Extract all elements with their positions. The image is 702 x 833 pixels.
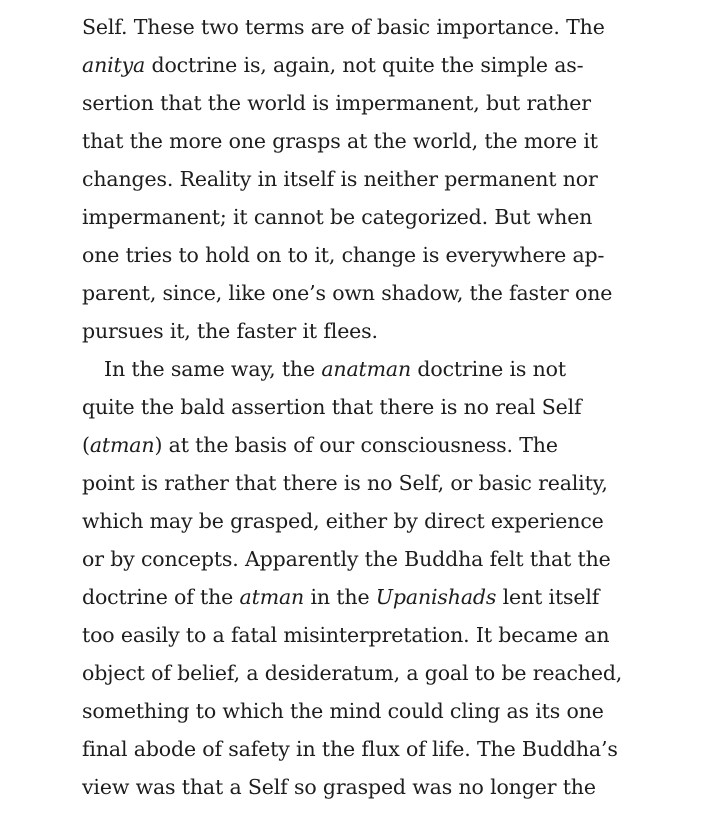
text-line-7: one tries to hold on to it, change is everywhere ap- bbox=[82, 243, 605, 267]
italic-term: anatman bbox=[321, 357, 412, 381]
text-line-4: that the more one grasps at the world, the more it bbox=[82, 129, 598, 153]
text-line-1: Self. These two terms are of basic importance. The bbox=[82, 15, 605, 39]
text-line-21: view was that a Self so grasped was no longer the bbox=[82, 775, 596, 799]
text-line-12: (atman) at the basis of our consciousness. The bbox=[82, 433, 558, 457]
italic-term: atman bbox=[89, 433, 155, 457]
text-line-14: which may be grasped, either by direct experience bbox=[82, 509, 604, 533]
text-line-16: doctrine of the atman in the Upanishads lent itself bbox=[82, 585, 600, 609]
text-line-15: or by concepts. Apparently the Buddha felt that the bbox=[82, 547, 611, 571]
text-line-13: point is rather that there is no Self, or basic reality, bbox=[82, 471, 608, 495]
text-line-20: final abode of safety in the flux of life. The Buddha’s bbox=[82, 737, 618, 761]
text-line-10: In the same way, the anatman doctrine is not bbox=[104, 357, 566, 381]
text-line-5: changes. Reality in itself is neither permanent nor bbox=[82, 167, 598, 191]
text-line-9: pursues it, the faster it flees. bbox=[82, 319, 378, 343]
italic-term: atman bbox=[239, 585, 305, 609]
text-line-19: something to which the mind could cling as its one bbox=[82, 699, 604, 723]
text-line-18: object of belief, a desideratum, a goal to be reached, bbox=[82, 661, 623, 685]
italic-term: Upanishads bbox=[375, 585, 497, 609]
text-line-8: parent, since, like one’s own shadow, the faster one bbox=[82, 281, 613, 305]
text-line-3: sertion that the world is impermanent, but rather bbox=[82, 91, 591, 115]
text-line-11: quite the bald assertion that there is no real Self bbox=[82, 395, 582, 419]
text-line-2: anitya doctrine is, again, not quite the simple as- bbox=[82, 53, 584, 77]
text-line-17: too easily to a fatal misinterpretation. It became an bbox=[82, 623, 610, 647]
text-line-6: impermanent; it cannot be categorized. But when bbox=[82, 205, 593, 229]
italic-term: anitya bbox=[82, 53, 146, 77]
